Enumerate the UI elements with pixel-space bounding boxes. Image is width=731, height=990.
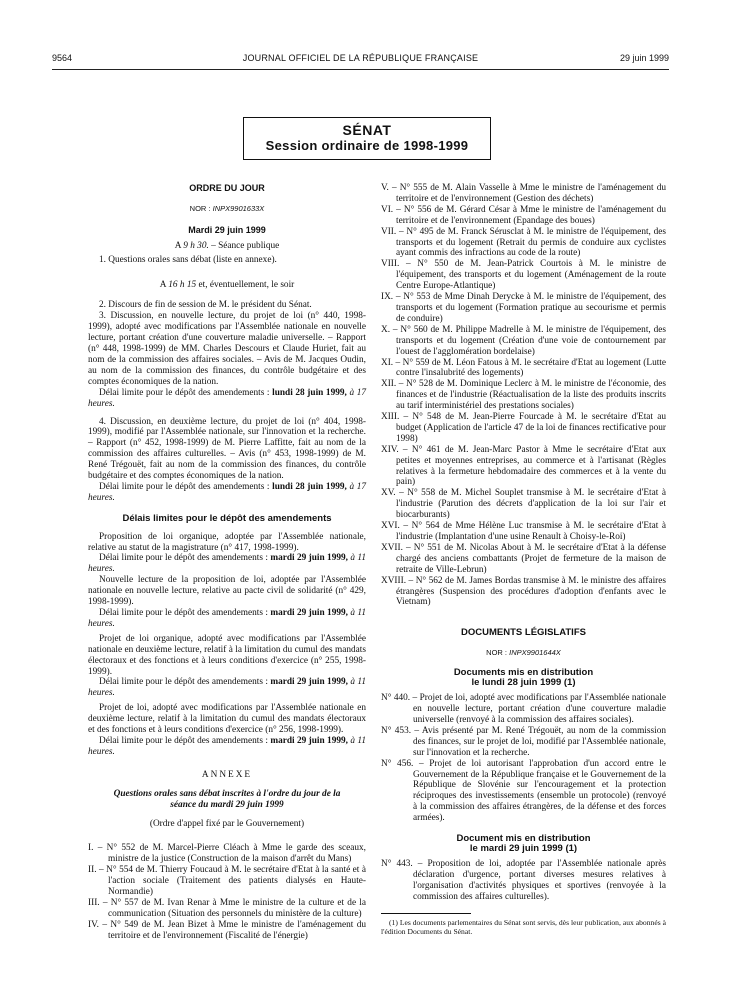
deadline-prefix: Délai limite pour le dépôt des amendements : <box>99 677 268 688</box>
left-column <box>88 183 366 942</box>
nor-code: INPX9901644X <box>509 648 561 658</box>
senat-title: SÉNAT <box>342 122 392 138</box>
agenda-item-3-deadline <box>88 388 366 410</box>
delai-entry <box>88 703 366 758</box>
issue-date: 29 juin 1999 <box>619 53 669 63</box>
time-hour: 16 h 15 <box>168 279 197 290</box>
annexe-title: ANNEXE <box>201 769 253 780</box>
senat-title-box <box>243 117 491 160</box>
question-number: VIII. – <box>381 259 411 270</box>
question-item <box>381 227 666 260</box>
question-item <box>88 898 366 920</box>
question-number: V. – <box>381 183 397 193</box>
nor-code: INPX9901633X <box>212 203 265 213</box>
question-text: N° 551 de M. Nicolas About à M. le secrétaire d'Etat à la défense chargé des anciens combattants (Projet de fermeture de la maison de retraite de Ville-Lebrun) <box>396 542 667 575</box>
delais-list <box>88 532 366 758</box>
question-item <box>381 445 666 489</box>
question-number: XV. – <box>381 488 404 499</box>
questions-list-right <box>381 183 666 608</box>
question-item <box>381 488 666 521</box>
agenda-item-3: 3. Discussion, en nouvelle lecture, du projet de loi (n° 440, 1998-1999), adopté avec modifications par l'Assemblée nationale en nouvelle lecture, portant création d'une couverture maladie universelle. – Rapport (n° 448, 1998-1999) de MM. Charles Descours et Claude Huriet, fait au nom de la commission des affaires sociales. – Avis de M. Jacques Oudin, au nom de la commission des finances, du contrôle budgétaire et des comptes économiques de la nation. <box>88 311 366 387</box>
question-number: VII. – <box>381 226 404 237</box>
delai-entry <box>88 532 366 576</box>
session-subtitle: Session ordinaire de 1998-1999 <box>265 138 469 153</box>
deadline-date: mardi 29 juin 1999, <box>270 608 348 618</box>
time-slot-morning <box>88 241 366 252</box>
question-item <box>381 325 666 358</box>
delai-text: Projet de loi, adopté avec modifications par l'Assemblée nationale en deuxième lecture, relatif à la limitation du cumul des mandats électoraux et des fonctions et à leurs conditions d'exercice (n° 256, 1998-1999). <box>88 703 366 736</box>
header-rule <box>52 69 669 70</box>
sub-line: Documents mis en distribution <box>453 667 594 679</box>
question-item <box>88 843 366 865</box>
deadline-prefix: Délai limite pour le dépôt des amendements : <box>99 553 268 564</box>
question-text: N° 461 de M. Jean-Marc Pastor à Mme le secrétaire d'Etat aux petites et moyennes entreprises, au commerce et à l'artisanat (Règles relatives à la fermeture hebdomadaire des commerces et à la vente du pain) <box>396 444 667 488</box>
annexe-subtitle: Questions orales sans débat inscrites à l'ordre du jour de la séance du mardi 29 juin 1999 <box>113 788 341 810</box>
document-text: Avis présenté par M. René Trégouët, au nom de la commission des finances, sur le projet de loi, modifié par l'Assemblée nationale, sur l'innovation et la recherche. <box>413 725 667 758</box>
question-item <box>381 358 666 380</box>
agenda-item-1: 1. Questions orales sans débat (liste en annexe). <box>99 254 277 265</box>
deadline-date: mardi 29 juin 1999, <box>270 553 348 564</box>
question-text: N° 558 de M. Michel Souplet transmise à M. le secrétaire d'Etat à l'industrie (Parution des décrets d'application de la loi sur l'air et biocarburants) <box>396 488 666 521</box>
deadline-time: à 11 heures. <box>88 553 367 575</box>
deadline-time: à 17 heures. <box>88 387 366 409</box>
document-number: N° 453. – <box>381 725 420 736</box>
question-item <box>88 920 366 942</box>
question-number: IV. – <box>88 919 107 930</box>
question-text: N° 557 de M. Ivan Renar à Mme le ministre de la culture et de la communication (Situation des personnels du ministère de la culture) <box>108 897 367 919</box>
question-number: XIII. – <box>381 412 409 423</box>
deadline-time: à 11 heures. <box>88 608 367 629</box>
agenda-item-4: 4. Discussion, en deuxième lecture, du projet de loi (n° 404, 1998-1999), modifié par l'Assemblée nationale, sur l'innovation et la recherche. – Rapport (n° 452, 1998-1999) de M. Pierre Laffitte, fait au nom de la commission des affaires culturelles. – Avis (n° 453, 1998-1999) de M. René Trégouët, fait au nom de la commission des finances, du contrôle budgétaire et des comptes économiques de la nation. <box>88 416 366 482</box>
deadline-prefix: Délai limite pour le dépôt des amendements : <box>99 608 268 618</box>
time-slot-afternoon <box>88 280 366 291</box>
question-text: N° 550 de M. Jean-Patrick Courtois à M. le ministre de l'équipement, des transports et du logement (Aménagement de la route Centre Europe-Atlantique) <box>396 259 666 292</box>
question-number: XI. – <box>381 357 401 368</box>
question-text: N° 555 de M. Alain Vasselle à Mme le ministre de l'aménagement du territoire et de l'environnement (Gestion des déchets) <box>396 183 667 204</box>
question-number: XVIII. – <box>381 575 414 586</box>
documents-list-1 <box>381 693 666 824</box>
question-item <box>381 543 666 576</box>
delai-text: Projet de loi organique, adopté avec modifications par l'Assemblée nationale en deuxième lecture, relatif à la limitation du cumul des mandats électoraux et des fonctions et à leurs conditions d'exercice (n° 255, 1998-1999). <box>88 633 366 677</box>
question-text: N° 554 de M. Thierry Foucaud à M. le secrétaire d'Etat à la santé et à l'action sociale (Traitement des patients dialysés en Haute-Normandie) <box>106 865 367 898</box>
ordre-nor <box>88 204 366 215</box>
delai-entry <box>88 634 366 699</box>
sub-line: Document mis en distribution <box>456 833 591 845</box>
document-number: N° 440. – <box>381 693 418 704</box>
deadline-date: lundi 28 juin 1999, <box>272 387 347 398</box>
sub-line: le mardi 29 juin 1999 (1) <box>469 843 578 855</box>
footnote: (1) Les documents parlementaires du Sénat sont servis, dès leur publication, aux abonnés à l'édition Documents du Sénat. <box>381 917 666 936</box>
documents-sub-1 <box>381 668 666 688</box>
question-text: N° 552 de M. Marcel-Pierre Cléach à Mme le garde des sceaux, ministre de la justice (Construction de la maison d'arrêt du Mans) <box>106 843 366 865</box>
question-text: N° 528 de M. Dominique Leclerc à M. le ministre de l'économie, des finances et de l'industrie (Réactualisation de la liste des produits inscrits au tarif interministériel des prestations sociales) <box>396 379 667 412</box>
question-number: IX. – <box>381 292 401 303</box>
question-number: VI. – <box>381 204 401 215</box>
footnote-rule <box>381 913 471 914</box>
question-item <box>381 412 666 445</box>
question-text: N° 549 de M. Jean Bizet à Mme le ministre de l'aménagement du territoire et de l'environnement (Fiscalité de l'énergie) <box>108 919 366 941</box>
question-number: X. – <box>381 324 398 335</box>
time-suffix: et, éventuellement, le soir <box>198 279 295 290</box>
session-date: Mardi 29 juin 1999 <box>188 224 266 235</box>
sub-line: le lundi 28 juin 1999 (1) <box>471 677 576 689</box>
nor-label: NOR : <box>486 648 508 658</box>
question-item <box>381 259 666 292</box>
deadline-time: à 11 heures. <box>88 735 367 757</box>
delai-text: Proposition de loi organique, adoptée par l'Assemblée nationale, relative au statut de la magistrature (n° 417, 1998-1999). <box>88 531 366 553</box>
delai-deadline <box>88 608 366 630</box>
question-text: N° 562 de M. James Bordas transmise à M. le ministre des affaires étrangères (Suspension des procédures d'adoption d'enfants avec le Vietnam) <box>396 575 667 608</box>
documents-list-2 <box>381 859 666 903</box>
delai-deadline <box>88 736 366 758</box>
document-number: N° 443. – <box>381 859 423 870</box>
deadline-time: à 17 heures. <box>88 481 366 503</box>
question-text: N° 548 de M. Jean-Pierre Fourcade à M. le secrétaire d'Etat au budget (Application de l'article 47 de la loi de finances rectificative pour 1998) <box>396 412 666 444</box>
delai-entry <box>88 575 366 630</box>
question-number: I. – <box>88 843 103 854</box>
document-item <box>381 726 666 759</box>
right-column <box>381 183 666 936</box>
question-number: III. – <box>88 897 108 908</box>
deadline-prefix: Délai limite pour le dépôt des amendements : <box>99 735 268 746</box>
question-number: II. – <box>88 865 104 876</box>
time-prefix: A <box>174 240 181 251</box>
question-text: N° 559 de M. Léon Fatous à M. le secrétaire d'Etat au logement (Lutte contre l'insalubrité des logements) <box>396 357 667 379</box>
question-text: N° 556 de M. Gérard César à Mme le ministre de l'aménagement du territoire et de l'environnement (Epandage des boues) <box>396 204 666 226</box>
question-item <box>381 183 666 205</box>
question-item <box>381 292 666 325</box>
nor-label: NOR : <box>189 203 211 213</box>
question-item <box>381 576 666 609</box>
time-suffix: – Séance publique <box>211 240 280 251</box>
delai-deadline <box>88 553 366 575</box>
deadline-time: à 11 heures. <box>88 677 367 699</box>
question-item <box>381 521 666 543</box>
document-text: Projet de loi autorisant l'approbation d'un accord entre le Gouvernement de la République française et le Gouvernement de la République de Slovénie sur l'encouragement et la protection réciproques des investissements (ensemble un protocole) (renvoyé à la commission des affaires étrangères, de la défense et des forces armées). <box>413 758 666 824</box>
question-number: XVII. – <box>381 542 411 553</box>
questions-list-left <box>88 843 366 941</box>
time-prefix: A <box>159 279 166 290</box>
question-item <box>381 205 666 227</box>
question-text: N° 553 de Mme Dinah Derycke à M. le ministre de l'équipement, des transports et du logement (Formation pratique au secourisme et permis de conduire) <box>396 292 667 324</box>
deadline-date: mardi 29 juin 1999, <box>270 735 348 746</box>
agenda-item-4-deadline <box>88 482 366 504</box>
document-item <box>381 759 666 824</box>
deadline-date: lundi 28 juin 1999, <box>272 481 347 492</box>
question-item <box>88 865 366 898</box>
journal-title: JOURNAL OFFICIEL DE LA RÉPUBLIQUE FRANÇAISE <box>242 53 479 63</box>
deadline-prefix: Délai limite pour le dépôt des amendements : <box>99 387 270 398</box>
time-hour: 9 h 30. <box>183 240 209 251</box>
delai-text: Nouvelle lecture de la proposition de loi, adoptée par l'Assemblée nationale en nouvelle lecture, relative au pacte civil de solidarité (n° 429, 1998-1999). <box>88 575 366 608</box>
ordre-du-jour-title: ORDRE DU JOUR <box>189 183 265 193</box>
deadline-prefix: Délai limite pour le dépôt des amendements : <box>99 481 270 492</box>
page-number: 9564 <box>52 53 73 63</box>
question-item <box>381 379 666 412</box>
deadline-date: mardi 29 juin 1999, <box>270 677 348 688</box>
documents-title: DOCUMENTS LÉGISLATIFS <box>461 627 586 639</box>
delai-deadline <box>88 677 366 699</box>
question-number: XIV. – <box>381 444 408 455</box>
page-header <box>52 53 669 67</box>
document-item <box>381 693 666 726</box>
question-text: N° 495 de M. Franck Sérusclat à M. le ministre de l'équipement, des transports et du logement (Retrait du permis de conduire aux cyclistes ayant commis des infractions au code de la route) <box>396 226 667 259</box>
delais-title: Délais limites pour le dépôt des amendements <box>122 512 332 524</box>
document-text: Projet de loi, adopté avec modifications par l'Assemblée nationale en nouvelle lecture, portant création d'une couverture maladie universelle (renvoyé à la commission des affaires sociales). <box>413 693 666 725</box>
question-text: N° 564 de Mme Hélène Luc transmise à M. le secrétaire d'Etat à l'industrie (Implantation d'une usine Renault à Choisy-le-Roi) <box>396 521 666 542</box>
question-number: XVI. – <box>381 521 409 532</box>
document-number: N° 456. – <box>381 758 424 769</box>
question-text: N° 560 de M. Philippe Madrelle à M. le ministre de l'équipement, des transports et du logement (Création d'une voie de contournement par l'ouest de l'agglomération bordelaise) <box>396 324 666 357</box>
documents-nor <box>381 648 666 659</box>
question-number: XII. – <box>381 379 404 390</box>
document-item <box>381 859 666 903</box>
agenda-item-2: 2. Discours de fin de session de M. le président du Sénat. <box>99 300 312 311</box>
documents-sub-2 <box>381 834 666 854</box>
annexe-note: (Ordre d'appel fixé par le Gouvernement) <box>149 818 305 829</box>
document-text: Proposition de loi, adoptée par l'Assemblée nationale après déclaration d'urgence, portant diverses mesures relatives à l'organisation d'activités physiques et sportives (renvoyée à la commission des affaires culturelles). <box>413 859 667 902</box>
